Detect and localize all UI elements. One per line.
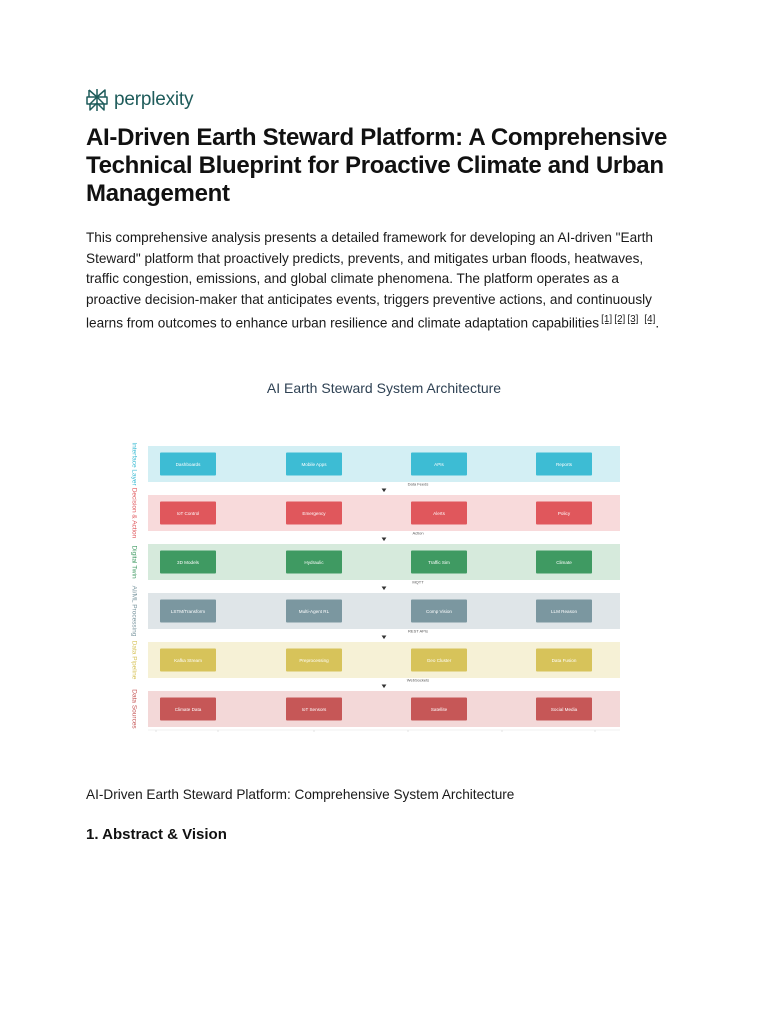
connector-label: WebSockets [406,677,430,683]
layer-label: Interface Layer [130,442,138,486]
diagram-title: AI Earth Steward System Architecture [266,380,502,396]
layer-label: AI/ML Processing [130,585,138,637]
intro-paragraph: This comprehensive analysis presents a detailed framework for developing an AI-driven "Earth Steward" platform that proactively predicts, prevents, and mitigates urban floods, heatwaves, traffic congestion, emissions, and global climate phenomena. The platform operates as a proactive decision-maker that anticipates events, triggers preventive actions, and continuously learns from outcomes to enhance urban resilience and climate adaptation capabilities [1] [2] [3] [4]. [86,230,660,331]
connector-label: Action [412,530,424,536]
connector-label: REST APIs [408,628,428,634]
component-label: Traffic Sim [428,560,450,565]
component-label: Climate Data [174,707,202,712]
component-label: LLM Reason [550,609,578,614]
layer-label: Data Pipeline [130,640,138,680]
layer-label: Digital Twin [130,545,138,579]
flow-arrow-icon [382,685,387,689]
connector-label: MQTT [412,579,424,585]
intro-text: This comprehensive analysis presents a detailed framework for developing an AI-driven "Earth Steward" platform that proactively predicts, prevents, and mitigates urban floods, heatwaves, traffic congestion, emissions, and global climate phenomena. The platform operates as a proactive decision-maker that anticipates events, triggers preventive actions, and continuously learns from outcomes to enhance urban resilience and climate adaptation capabilities [86,230,653,331]
component-label: Social Media [550,707,578,712]
citation-1[interactable]: [1] [601,314,613,326]
flow-arrow-icon [382,636,387,640]
architecture-diagram [112,362,656,752]
citation-4[interactable]: [4] [644,314,656,326]
citation-3[interactable]: [3] [627,314,639,326]
brand-name: perplexity [114,89,194,110]
component-label: IoT Sensors [301,707,327,712]
component-label: LSTM/Transform [170,609,206,614]
component-label: IoT Control [176,511,200,516]
section-heading: 1. Abstract & Vision [86,826,227,843]
component-label: Data Fusion [551,658,577,663]
citation-2[interactable]: [2] [614,314,626,326]
component-label: Comp Vision [426,609,452,614]
connector-label: Data Feeds [407,481,429,487]
component-label: Policy [557,511,571,516]
diagram-caption: AI-Driven Earth Steward Platform: Comprehensive System Architecture [86,787,515,802]
component-label: Preprocessing [299,658,329,663]
flow-arrow-icon [382,489,387,493]
component-label: Geo Cluster [426,658,452,663]
layer-label: Decision & Action [130,487,138,539]
page-title: AI-Driven Earth Steward Platform: A Comprehensive Technical Blueprint for Proactive Climate and Urban Management [86,124,667,207]
flow-arrow-icon [382,538,387,542]
component-label: Multi-Agent RL [298,609,330,614]
flow-arrow-icon [382,587,387,591]
component-label: Kafka Stream [174,658,202,663]
component-label: Dashboards [175,462,201,467]
component-label: Satellite [430,707,448,712]
perplexity-logo[interactable] [86,88,193,112]
component-label: APIs [434,462,444,467]
component-label: Reports [555,462,573,467]
component-label: Mobile Apps [301,462,327,467]
component-label: Climate [556,560,572,565]
layer-label: Data Sources [130,689,138,729]
component-label: 3D Models [177,560,199,565]
component-label: Alerts [433,511,445,516]
component-label: Emergency [302,511,326,516]
component-label: Hydraulic [304,560,324,565]
perplexity-logo-icon [86,88,108,112]
